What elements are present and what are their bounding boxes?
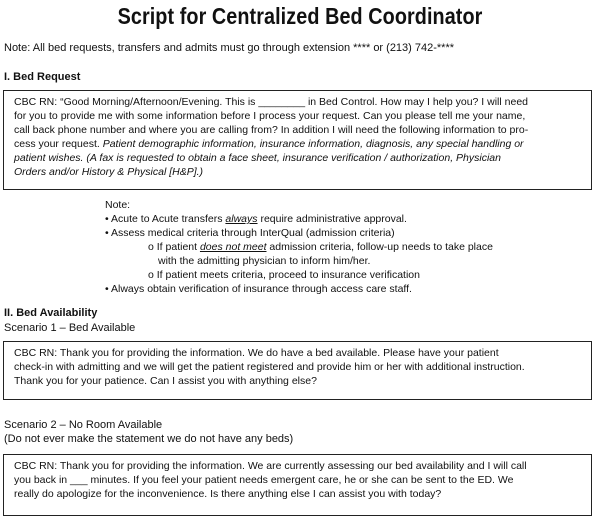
script-line: you back in ___ minutes. If you feel your patient needs emergent care, he or she can be sent to the ED. We [14, 474, 514, 486]
note-subbullet [105, 240, 493, 254]
note-bullet: • Always obtain verification of insurance through access care staff. [105, 283, 412, 295]
script-line [14, 165, 583, 179]
section-heading-bed-availability: II. Bed Availability [4, 307, 98, 319]
script-line [14, 151, 583, 165]
script-line: check-in with admitting and we will get the patient registered and provide him or her with additional instruction. [14, 361, 525, 373]
script-italic-text: Orders and/or History & Physical [H&P].) [14, 166, 204, 178]
scenario-label: Scenario 2 – No Room Available [4, 419, 163, 431]
scenario-sublabel: (Do not ever make the statement we do not have any beds) [4, 433, 294, 445]
page-title: Script for Centralized Bed Coordinator [117, 3, 483, 29]
script-line: CBC RN: Thank you for providing the information. We do have a bed available. Please have your patient [14, 347, 499, 359]
no-room-script-box [3, 454, 592, 516]
section-heading-bed-request: I. Bed Request [4, 71, 81, 83]
script-line: for you to provide me with some information before I process your request. Can you please tell me your name, [14, 110, 526, 122]
note-label: Note: [105, 199, 131, 211]
note-text: o If patient [148, 241, 200, 253]
note-emphasis: does not meet [199, 241, 267, 253]
note-subbullet-continued: with the admitting physician to inform him/her. [158, 255, 371, 267]
note-text: • Acute to Acute transfers [105, 213, 226, 225]
script-line: Thank you for your patience. Can I assist you with anything else? [14, 375, 317, 387]
note-emphasis: always [225, 213, 258, 225]
script-italic-text: Patient demographic information, insurance information, diagnosis, any special handling or [102, 138, 524, 150]
extension-note: Note: All bed requests, transfers and admits must go through extension **** or (213) 742-**** [4, 42, 455, 54]
note-bullet [105, 212, 493, 226]
note-text: admission criteria, follow-up needs to take place [266, 241, 493, 253]
bed-available-script-box [3, 341, 592, 400]
script-line: CBC RN: Thank you for providing the information. We are currently assessing our bed availability and I will call [14, 460, 527, 472]
script-line: call back phone number and where you are calling from? In addition I will need the following information to pro- [14, 124, 529, 136]
script-italic-text: patient wishes. (A fax is requested to obtain a face sheet, insurance verification / authorization, Physician [14, 152, 501, 164]
script-line [14, 137, 583, 151]
note-subbullet: o If patient meets criteria, proceed to insurance verification [148, 269, 420, 281]
scenario-label: Scenario 1 – Bed Available [4, 322, 136, 334]
note-bullet: • Assess medical criteria through InterQual (admission criteria) [105, 227, 395, 239]
script-line: really do apologize for the inconvenience. Is there anything else I can assist you with today? [14, 488, 442, 500]
note-text: require administrative approval. [257, 213, 407, 225]
script-text: cess your request. [14, 138, 103, 150]
bed-request-note [105, 198, 493, 296]
script-line: CBC RN: “Good Morning/Afternoon/Evening. This is ________ in Bed Control. How may I help you? I will need [14, 96, 528, 108]
bed-request-script-box [3, 90, 592, 190]
